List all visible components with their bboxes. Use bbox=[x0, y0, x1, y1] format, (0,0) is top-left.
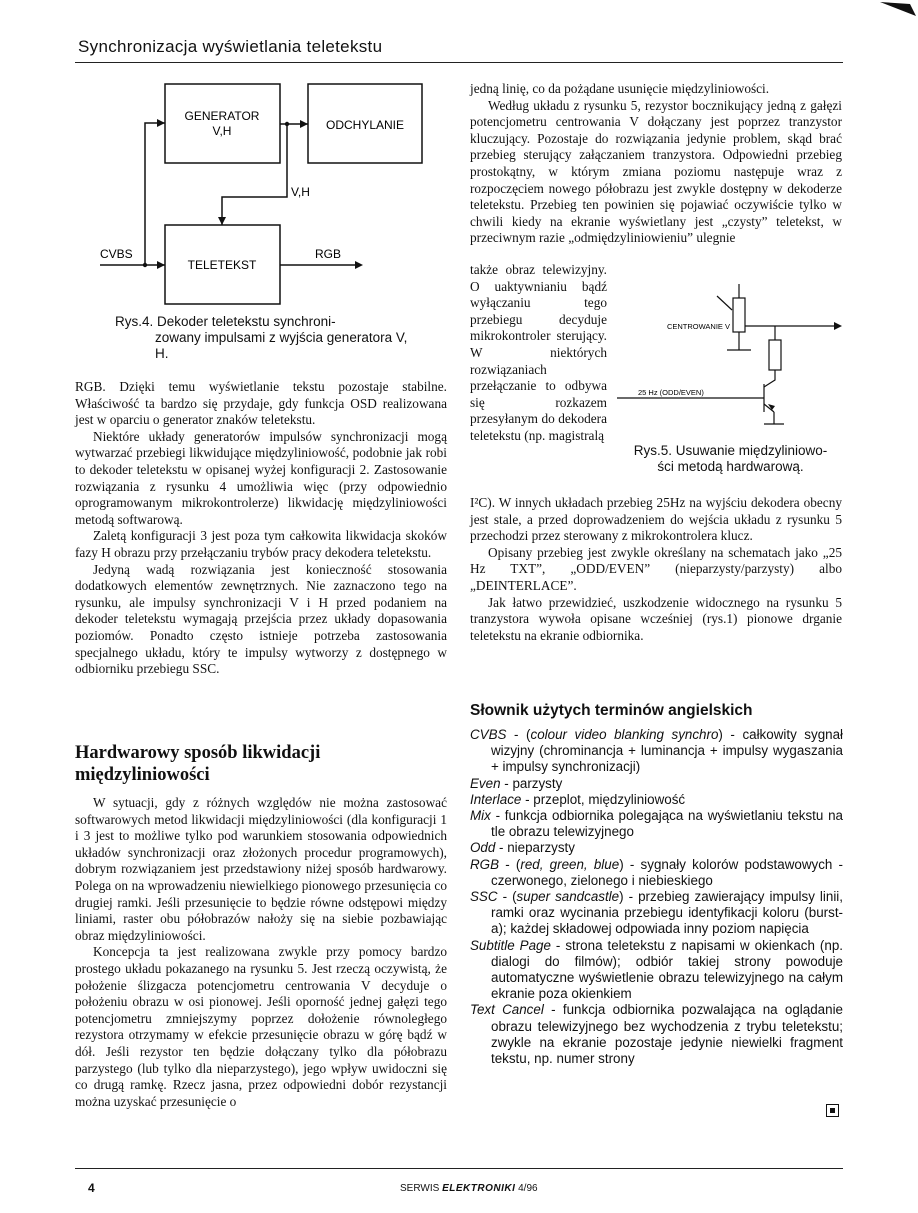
glossary-title: Słownik użytych terminów angielskich bbox=[470, 702, 753, 719]
right-column-text-after-figure bbox=[470, 495, 842, 644]
magazine-prefix: SERWIS bbox=[400, 1183, 440, 1194]
figure-4-caption bbox=[115, 314, 415, 362]
paragraph: Opisany przebieg jest zwykle określany na schematach jako „25 Hz TXT”, „ODD/EVEN” (nieparzysty/parzysty) albo „DEINTERLACE”. bbox=[470, 544, 842, 593]
paragraph: Według układu z rysunku 5, rezystor bocznikujący jedną z gałęzi potencjometru centrowania V dołączany jest poprzez tranzystor kluczujący. Pozostaje do rozwiązania jedynie problem, skąd brać przebieg sterujący załączaniem tranzystora. Odpowiedni przebieg prostokątny, w którym zmiana poziomu następuje wraz z rozpoczęciem nowego półobrazu jest zwykle dostępny w dekoderze teletekstu. Przebieg ten powinien się pojawiać oczywiście tylko w chwili kiedy na ekranie wyświetlany jest „czysty” teletekst, w przeciwnym razie „odmiędzyliniowieniu” ulegnie bbox=[470, 97, 842, 246]
right-column-text bbox=[470, 81, 842, 247]
cvbs-label: CVBS bbox=[100, 247, 133, 261]
footer-rule bbox=[75, 1168, 843, 1169]
vh-signal-label: V,H bbox=[291, 185, 310, 199]
glossary-item: Subtitle Page - strona teletekstu z napisami w okienkach (np. dialogi do filmów); odbiór takiej strony powoduje automatyczne wyświetlenie obrazu telewizyjnego na całym ekranie poza okienkiem bbox=[470, 937, 843, 1002]
figure-5-schematic bbox=[612, 284, 844, 444]
figure-4-caption-rest: zowany impulsami z wyjścia generatora V, H. bbox=[155, 330, 408, 361]
glossary-expansion: colour video blanking synchro bbox=[530, 727, 719, 742]
glossary-definition: przeplot, międzyliniowość bbox=[533, 791, 686, 807]
left-column-text-section bbox=[75, 795, 447, 1110]
glossary-definition: parzysty bbox=[512, 775, 563, 791]
header-rule bbox=[75, 62, 843, 63]
generator-sublabel: V,H bbox=[212, 124, 232, 138]
glossary-item: SSC - (super sandcastle) - przebieg zawierający impulsy linii, ramki oraz wycinania przebiegu identyfikacji koloru (burst-a); każdej składowej odpowiada inny poziom napięcia bbox=[470, 889, 844, 937]
glossary-definition: przebieg zawierający impulsy linii, ramki oraz wycinania przebiegu identyfikacji koloru (burst-a); każdej składowej odpowiada inny poziom napięcia bbox=[491, 889, 844, 937]
figure-5-caption-line2: ści metodą hardwarową. bbox=[657, 459, 804, 474]
glossary-term: CVBS bbox=[470, 727, 507, 742]
glossary-term: Mix bbox=[470, 808, 491, 824]
glossary-definition: funkcja odbiornika pozwalająca na oglądanie obrazu telewizyjnego bez wychodzenia z trybu teletekstu; zwykle na ekranie pozostaje jedynie niewielki fragment tekstu, np. numer strony bbox=[491, 1002, 843, 1067]
figure-4-block-diagram bbox=[95, 78, 435, 310]
teletekst-label: TELETEKST bbox=[187, 258, 257, 272]
glossary-item: CVBS - (colour video blanking synchro) - całkowity sygnał wizyjny (chrominancja + luminancja + impulsy wygaszania + impulsy synchronizacji) bbox=[470, 727, 844, 775]
glossary-term: Even bbox=[470, 775, 501, 791]
generator-label: GENERATOR bbox=[184, 109, 260, 123]
glossary-item: Even - parzysty bbox=[470, 775, 563, 791]
glossary-item: Mix - funkcja odbiornika polegająca na wyświetlaniu tekstu na tle obrazu telewizyjnego bbox=[470, 808, 843, 840]
glossary-definition: nieparzysty bbox=[507, 840, 575, 856]
paragraph: RGB. Dzięki temu wyświetlanie tekstu pozostaje stabilne. Właściwość ta bardzo się przydaje, gdy funkcja OSD realizowana jest w oparciu o generator znaków teletekstu. bbox=[75, 379, 447, 428]
glossary-item: Interlace - przeplot, międzyliniowość bbox=[470, 791, 686, 807]
glossary-definition: strona teletekstu z napisami w okienkach (np. dialogi do filmów); odbiór takiej strony powoduje automatyczne wyświetlenie obrazu telewizyjnego na całym ekranie poza okienkiem bbox=[491, 937, 843, 1002]
glossary-expansion: super sandcastle bbox=[516, 889, 620, 905]
figure-4-caption-line1: Rys.4. Dekoder teletekstu synchroni- bbox=[115, 314, 336, 329]
glossary-item: Odd - nieparzysty bbox=[470, 840, 575, 856]
paragraph: Jedyną wadą rozwiązania jest konieczność stosowania dodatkowych elementów zewnętrznych. Nie zaznaczono tego na rysunku, ale impulsy synchronizacji V i H przed podaniem na dekoder teletekstu wymagają przejścia przez układy dopasowania poziomów. Ponadto często istnieje potrzeba zastosowania specjalnego układu, który te impulsy wytworzy z dostępnego w odbiorniku przebiegu SSC. bbox=[75, 561, 447, 677]
paragraph: W sytuacji, gdy z różnych względów nie można zastosować softwarowych metod likwidacji międzyliniowości (dla konfiguracji 1 i 3 jest to możliwe tylko pod warunkiem stosowania odpowiednich układów synchronizacji oraz złożonych procedur programowych), dobrym rozwiązaniem jest przedstawiony niżej sposób hardwarowy. Polega on na wprowadzeniu niewielkiego pionowego przesunięcia co drugiej ramki. Jeśli przesunięcie to będzie równe odstępowi między liniami, raster obu półobrazów nałoży się na siebie pozbawiając obraz międzyliniowości. bbox=[75, 795, 447, 943]
glossary-list bbox=[470, 727, 843, 1067]
page-number: 4 bbox=[88, 1181, 95, 1195]
glossary-term: Text Cancel bbox=[470, 1002, 544, 1018]
rgb-label: RGB bbox=[315, 247, 342, 261]
odchylanie-label: ODCHYLANIE bbox=[325, 118, 405, 132]
glossary-term: Odd bbox=[470, 840, 496, 856]
glossary-item: Text Cancel - funkcja odbiornika pozwalająca na oglądanie obrazu telewizyjnego bez wychodzenia z trybu teletekstu; zwykle na ekranie pozostaje jedynie niewielki fragment tekstu, np. numer strony bbox=[470, 1002, 843, 1067]
page-header-title: Synchronizacja wyświetlania teletekstu bbox=[78, 37, 383, 56]
glossary-definition: całkowity sygnał wizyjny (chrominancja + luminancja + impulsy wygaszania + impulsy synchronizacji) bbox=[491, 727, 844, 775]
glossary-definition: funkcja odbiornika polegająca na wyświetlaniu tekstu na tle obrazu telewizyjnego bbox=[491, 808, 843, 840]
hz-signal-label: 25 Hz (ODD/EVEN) bbox=[638, 388, 704, 397]
paragraph: Niektóre układy generatorów impulsów synchronizacji mogą wytwarzać przebiegi likwidujące międzyliniowość, podobnie jak robi to dekoder teletekstu w opisanej wyżej konfiguracji 2. Zastosowanie rozwiązania z rysunku 4 umożliwia więc (przy odpowiednio oprogramowanym mikrokontrolerze) likwidację międzyliniowości metodą softwarową. bbox=[75, 428, 447, 527]
glossary-term: Interlace bbox=[470, 791, 522, 807]
glossary-item: RGB - (red, green, blue) - sygnały kolorów podstawowych - czerwonego, zielonego i niebieskiego bbox=[470, 856, 844, 888]
end-mark-inner bbox=[830, 1108, 835, 1113]
glossary-term: Subtitle Page bbox=[470, 937, 551, 953]
glossary-term: SSC bbox=[470, 889, 498, 905]
section-heading: Hardwarowy sposób likwidacji międzyliniowości bbox=[75, 743, 321, 785]
paragraph: Jak łatwo przewidzieć, uszkodzenie widocznego na rysunku 5 tranzystora wywoła opisane wcześniej (rys.1) pionowe drganie teletekstu na ekranie odbiornika. bbox=[470, 594, 842, 643]
paragraph: Koncepcja ta jest realizowana zwykle przy pomocy bardzo prostego układu pokazanego na rysunku 5. Jest rzeczą oczywistą, że położenie ślizgacza potencjometru centrowania V decyduje o położeniu obrazu w osi pionowej. Jeśli oporność jednej gałęzi tego potencjometru zmniejszymy poprzez dołożenie równoległego rezystora otrzymamy w efekcie przesunięcie obrazu w górę bądź w dół. Jeśli rezystor ten będzie dołączany tylko dla półobrazu parzystego (lub tylko dla nieparzystego), jego wpływ uwidoczni się co drugą ramkę. Rzecz jasna, przez odpowiedni dobór rezystancji można uzyskać przesunięcie o bbox=[75, 944, 447, 1109]
paragraph: także obraz telewizyjny. O uaktywnianiu bądź wyłączaniu tego przebiegu decyduje mikrokontroler sterujący. W niektórych rozwiązaniach przełączanie to odbywa się rozkazem przesyłanym do dekodera teletekstu (np. magistralą bbox=[470, 262, 607, 443]
paragraph: I²C). W innych układach przebieg 25Hz na wyjściu dekodera obecny jest stale, a przed doprowadzeniem do wejścia układu z rysunku 5 przechodzi przez sterowany z mikrokontrolera klucz. bbox=[470, 495, 842, 544]
paragraph: Zaletą konfiguracji 3 jest poza tym całkowita likwidacja skoków fazy H obrazu przy przełączaniu trybów pracy dekodera teletekstu. bbox=[75, 528, 447, 560]
magazine-name: ELEKTRONIKI bbox=[442, 1183, 516, 1194]
centrowanie-label: CENTROWANIE V bbox=[666, 322, 730, 331]
paragraph: jedną linię, co da pożądane usunięcie międzyliniowości. bbox=[470, 81, 770, 96]
footer-magazine bbox=[400, 1183, 538, 1194]
issue-number: 4/96 bbox=[518, 1183, 538, 1194]
left-column-text bbox=[75, 379, 447, 678]
figure-5-caption bbox=[618, 443, 843, 475]
glossary-term: RGB bbox=[470, 856, 500, 872]
right-column-narrow-text bbox=[470, 262, 607, 445]
corner-arrow-mark bbox=[880, 0, 918, 20]
figure-5-caption-line1: Rys.5. Usuwanie międzyliniowo- bbox=[633, 443, 828, 458]
glossary-definition: sygnały kolorów podstawowych - czerwonego, zielonego i niebieskiego bbox=[491, 856, 844, 888]
glossary-expansion: red, green, blue bbox=[520, 856, 620, 872]
